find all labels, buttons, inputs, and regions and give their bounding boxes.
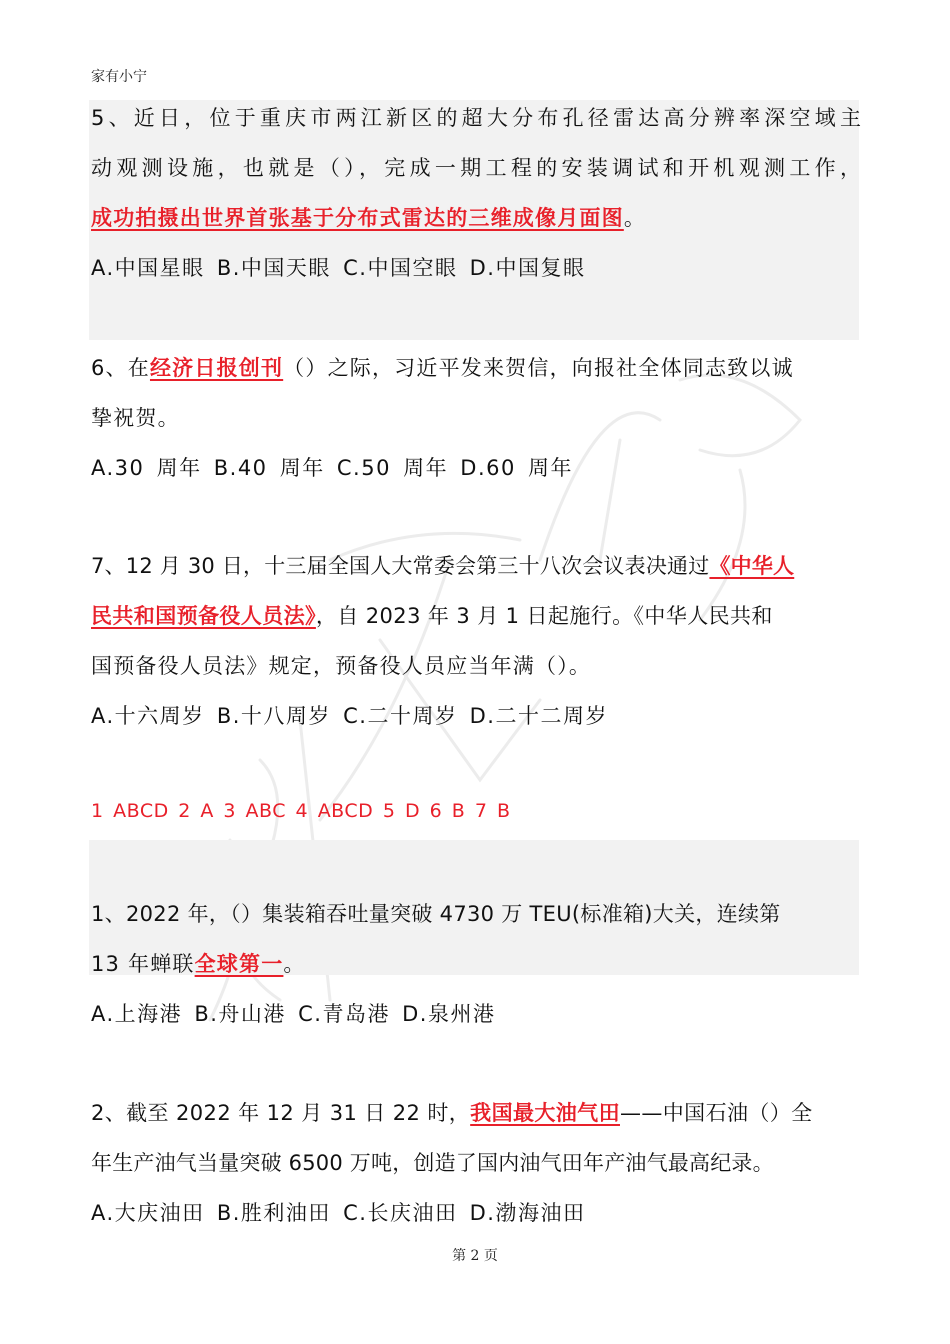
question-2-line-1	[91, 1098, 861, 1128]
question-2-line-1-pre: 2、截至 2022 年 12 月 31 日 22 时，	[91, 1101, 471, 1125]
question-5-line-3	[91, 203, 861, 233]
question-5-line-1: 5、近日，位于重庆市两江新区的超大分布孔径雷达高分辨率深空域主	[91, 106, 861, 130]
question-1-options: A.上海港 B.舟山港 C.青岛港 D.泉州港	[91, 1002, 496, 1026]
question-6-line-1	[91, 353, 861, 383]
answer-key: 1 ABCD 2 A 3 ABC 4 ABCD 5 D 6 B 7 B	[91, 800, 511, 822]
question-5-line-2: 动观测设施，也就是（），完成一期工程的安装调试和开机观测工作，	[91, 156, 861, 180]
question-6-line-2: 挚祝贺。	[91, 406, 180, 430]
question-7-line-3: 国预备役人员法》规定，预备役人员应当年满（）。	[91, 654, 592, 678]
question-1-line-2-pre: 13 年蝉联	[91, 952, 195, 976]
question-6-line-1-pre: 6、在	[91, 356, 150, 380]
page-footer: 第 2 页	[452, 1248, 498, 1264]
question-6-line-1-post: （）之际，习近平发来贺信，向报社全体同志致以诚	[283, 356, 794, 380]
question-5-options: A.中国星眼 B.中国天眼 C.中国空眼 D.中国复眼	[91, 256, 586, 280]
question-7-line-2	[91, 601, 861, 631]
question-7-options: A.十六周岁 B.十八周岁 C.二十周岁 D.二十二周岁	[91, 704, 608, 728]
question-1-line-2	[91, 949, 861, 979]
question-1-line-1: 1、2022 年，（）集装箱吞吐量突破 4730 万 TEU(标准箱)大关，连续第	[91, 902, 781, 926]
question-7-highlight-b: 民共和国预备役人员法》	[91, 604, 316, 628]
question-6-options: A.30 周年 B.40 周年 C.50 周年 D.60 周年	[91, 456, 574, 480]
question-7-line-1	[91, 551, 861, 581]
question-2-options: A.大庆油田 B.胜利油田 C.长庆油田 D.渤海油田	[91, 1201, 586, 1225]
question-2-highlight: 我国最大油气田	[470, 1101, 620, 1125]
question-7-highlight-a: 《中华人	[709, 554, 795, 578]
question-2-line-2: 年生产油气当量突破 6500 万吨，创造了国内油气田年产油气最高纪录。	[91, 1151, 774, 1175]
question-1-highlight: 全球第一	[194, 952, 284, 976]
question-6-highlight: 经济日报创刊	[149, 356, 284, 380]
question-1-line-2-post: 。	[283, 952, 306, 976]
question-7-line-1-pre: 7、12 月 30 日，十三届全国人大常委会第三十八次会议表决通过	[91, 554, 710, 578]
page-header: 家有小宁	[91, 69, 147, 85]
question-5-line-3-tail: 。	[623, 206, 647, 230]
question-5-highlight: 成功拍摄出世界首张基于分布式雷达的三维成像月面图	[91, 206, 624, 230]
question-7-line-2-post: ，自 2023 年 3 月 1 日起施行。《中华人民共和	[315, 604, 773, 628]
question-2-line-1-post: ——中国石油（）全	[619, 1101, 813, 1125]
